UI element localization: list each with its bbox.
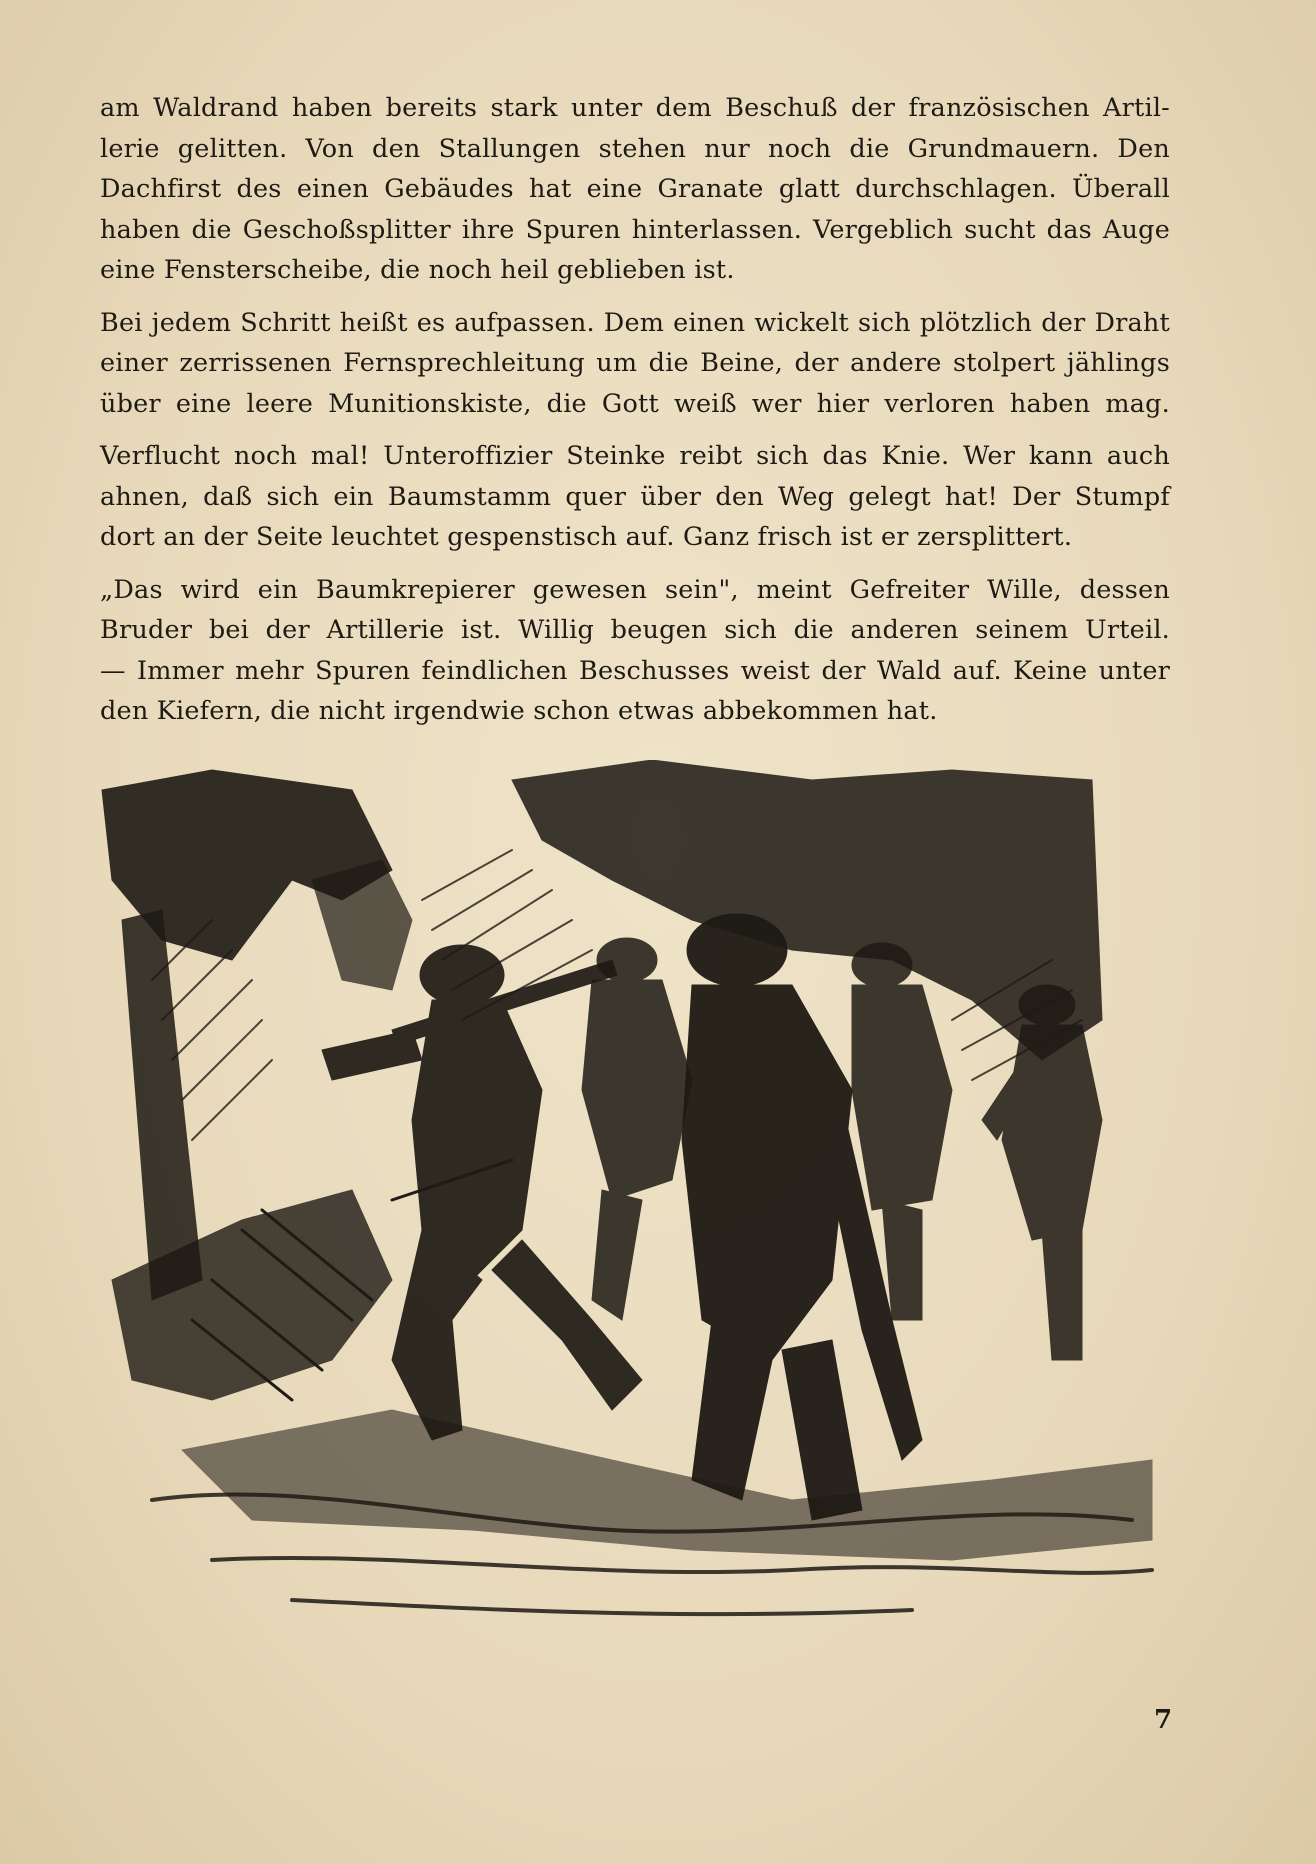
text-line: Bruder bei der Artillerie ist. Willig beugen sich die anderen seinem Urteil. — [100, 615, 1170, 645]
tree-trunk — [122, 910, 202, 1300]
paragraph — [100, 436, 1170, 558]
text-line: — Immer mehr Spuren feindlichen Beschusses weist der Wald auf. Keine unter — [100, 655, 1170, 686]
text-line: dort an der Seite leuchtet gespenstisch auf. Ganz frisch ist er zersplittert. — [100, 522, 1073, 552]
pen-ink-illustration — [92, 760, 1192, 1640]
text-line: lerie gelitten. Von den Stallungen stehen nur noch die Grundmauern. Den — [100, 133, 1170, 164]
text-line: Bei jedem Schritt heißt es aufpassen. Dem einen wickelt sich plötzlich der Draht — [100, 307, 1170, 338]
text-line: über eine leere Munitionskiste, die Gott weiß wer hier verloren haben mag. — [100, 388, 1170, 419]
text-line: haben die Geschoßsplitter ihre Spuren hinterlassen. Vergeblich sucht das Auge — [100, 214, 1170, 245]
text-line: Verflucht noch mal! Unteroffizier Steinke reibt sich das Knie. Wer kann auch — [100, 441, 1170, 471]
text-line: am Waldrand haben bereits stark unter dem Beschuß der französischen Artil- — [100, 93, 1170, 123]
soldier-2 — [582, 938, 692, 1320]
page-number: 7 — [1154, 1705, 1173, 1735]
ground-shadow — [182, 1410, 1152, 1560]
text-line: eine Fensterscheibe, die noch heil geblieben ist. — [100, 255, 735, 285]
soldier-5 — [982, 985, 1102, 1360]
text-line: einer zerrissenen Fernsprechleitung um die Beine, der andere stolpert jählings — [100, 348, 1170, 378]
text-line: ahnen, daß sich ein Baumstamm quer über den Weg gelegt hat! Der Stumpf — [100, 481, 1170, 512]
body-text — [100, 88, 1170, 744]
text-line: Dachfirst des einen Gebäudes hat eine Granate glatt durchschlagen. Überall — [100, 174, 1170, 204]
paragraph — [100, 303, 1170, 425]
broken-wall — [312, 860, 412, 990]
paragraph — [100, 88, 1170, 291]
text-line: den Kiefern, die nicht irgendwie schon etwas abbekommen hat. — [100, 696, 938, 726]
paragraph — [100, 570, 1170, 732]
text-line: „Das wird ein Baumkrepierer gewesen sein", meint Gefreiter Wille, dessen — [100, 574, 1170, 605]
